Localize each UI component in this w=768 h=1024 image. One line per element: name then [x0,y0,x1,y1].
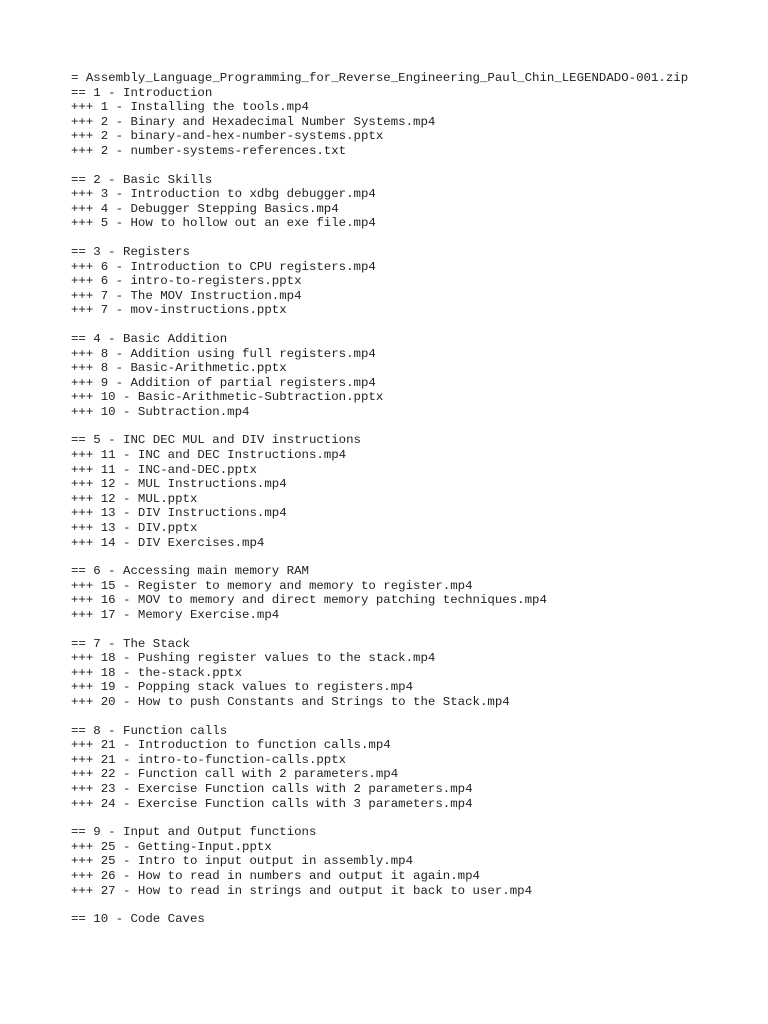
file-entry: +++ 24 - Exercise Function calls with 3 parameters.mp4 [71,796,473,811]
section-heading: == 6 - Accessing main memory RAM [71,564,309,579]
file-entry: +++ 4 - Debugger Stepping Basics.mp4 [71,201,339,216]
file-entry: +++ 13 - DIV Instructions.mp4 [71,506,287,521]
file-entry: +++ 2 - binary-and-hex-number-systems.pptx [71,129,384,144]
section-heading: == 4 - Basic Addition [71,331,228,346]
file-entry: +++ 9 - Addition of partial registers.mp4 [71,375,376,390]
section-block [71,86,761,159]
section-heading: == 2 - Basic Skills [71,172,213,187]
file-entry: +++ 18 - the-stack.pptx [71,665,243,680]
file-entry: +++ 12 - MUL Instructions.mp4 [71,477,287,492]
section-list [71,86,761,927]
file-entry: +++ 7 - mov-instructions.pptx [71,303,287,318]
file-entry: +++ 16 - MOV to memory and direct memory patching techniques.mp4 [71,593,547,608]
file-entry: +++ 6 - Introduction to CPU registers.mp4 [71,259,376,274]
section-block [71,637,761,710]
file-entry: +++ 13 - DIV.pptx [71,521,198,536]
section-block [71,433,761,550]
file-entry: +++ 8 - Addition using full registers.mp4 [71,346,376,361]
file-entry: +++ 2 - number-systems-references.txt [71,143,347,158]
file-entry: +++ 25 - Intro to input output in assembly.mp4 [71,854,414,869]
section-heading: == 3 - Registers [71,244,190,259]
section-block [71,332,761,420]
section-heading: == 10 - Code Caves [71,912,205,927]
file-entry: +++ 23 - Exercise Function calls with 2 parameters.mp4 [71,781,473,796]
file-entry: +++ 27 - How to read in strings and output it back to user.mp4 [71,883,533,898]
file-entry: +++ 5 - How to hollow out an exe file.mp4 [71,216,376,231]
section-heading: == 8 - Function calls [71,723,228,738]
file-entry: +++ 2 - Binary and Hexadecimal Number Systems.mp4 [71,114,436,129]
file-entry: +++ 26 - How to read in numbers and output it again.mp4 [71,868,480,883]
section-heading: == 1 - Introduction [71,85,213,100]
section-heading: == 9 - Input and Output functions [71,825,317,840]
file-entry: +++ 19 - Popping stack values to registers.mp4 [71,680,414,695]
file-entry: +++ 14 - DIV Exercises.mp4 [71,535,265,550]
section-heading: == 5 - INC DEC MUL and DIV instructions [71,433,361,448]
section-block [71,245,761,318]
file-entry: +++ 11 - INC-and-DEC.pptx [71,462,257,477]
file-entry: +++ 18 - Pushing register values to the stack.mp4 [71,651,436,666]
section-block [71,724,761,812]
archive-title: = Assembly_Language_Programming_for_Reverse_Engineering_Paul_Chin_LEGENDADO-001.zip [71,71,689,85]
file-entry: +++ 20 - How to push Constants and Strings to the Stack.mp4 [71,694,510,709]
section-block [71,173,761,231]
file-entry: +++ 21 - intro-to-function-calls.pptx [71,752,347,767]
file-entry: +++ 11 - INC and DEC Instructions.mp4 [71,448,347,463]
file-entry: +++ 8 - Basic-Arithmetic.pptx [71,361,287,376]
file-entry: +++ 15 - Register to memory and memory to register.mp4 [71,578,473,593]
file-entry: +++ 21 - Introduction to function calls.mp4 [71,738,391,753]
file-entry: +++ 12 - MUL.pptx [71,491,198,506]
section-heading: == 7 - The Stack [71,636,190,651]
file-entry: +++ 25 - Getting-Input.pptx [71,839,272,854]
file-entry: +++ 3 - Introduction to xdbg debugger.mp4 [71,187,376,202]
section-block [71,564,761,622]
file-entry: +++ 10 - Basic-Arithmetic-Subtraction.pptx [71,390,384,405]
file-entry: +++ 7 - The MOV Instruction.mp4 [71,288,302,303]
file-entry: +++ 10 - Subtraction.mp4 [71,404,250,419]
file-entry: +++ 22 - Function call with 2 parameters.mp4 [71,767,399,782]
file-entry: +++ 17 - Memory Exercise.mp4 [71,608,280,622]
section-block [71,825,761,898]
file-entry: +++ 6 - intro-to-registers.pptx [71,274,302,289]
section-block [71,912,761,927]
file-entry: +++ 1 - Installing the tools.mp4 [71,100,309,115]
document-listing [71,71,761,941]
